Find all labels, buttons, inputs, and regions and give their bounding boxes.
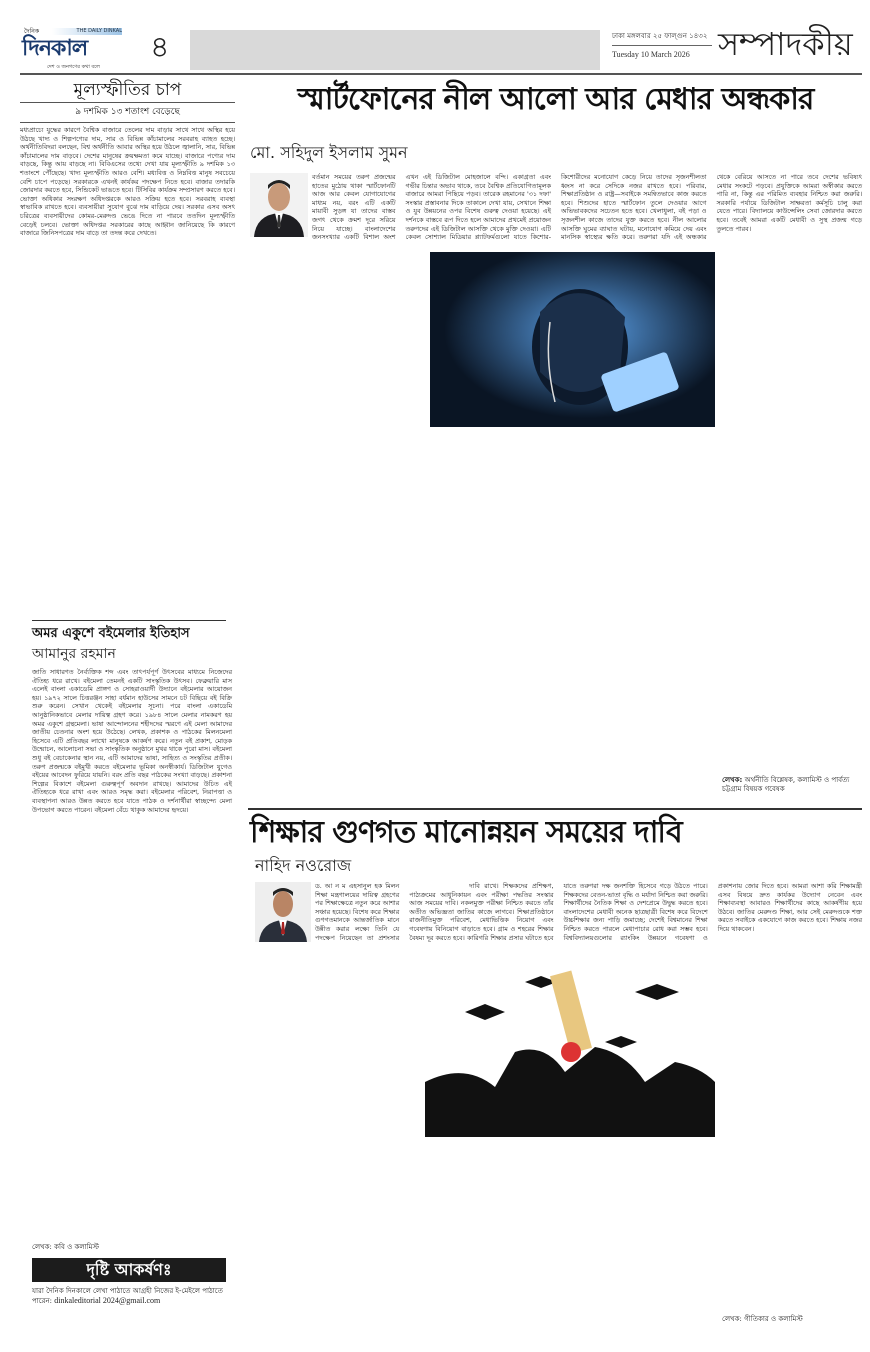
newspaper-logo	[22, 28, 132, 72]
date-bengali: ঢাকা মঙ্গলবার ২৫ ফাল্গুন ১৪৩২	[612, 32, 712, 46]
notice-message: যারা দৈনিক দিনকালে লেখা পাঠাতে আগ্রহী নিজের ই-মেইলে পাঠাতে পারেন:	[32, 1287, 223, 1305]
writer-credit: অর্থনীতি বিশ্লেষক, কলামিস্ট ও পার্বত্য চট্টগ্রাম বিষয়ক গবেষক	[722, 776, 850, 793]
article2-text: ড. আ ন ম এহসানুল হক মিলন শিক্ষা মন্ত্রণালয়ের দায়িত্ব গ্রহণের পর শিক্ষাক্ষেত্রে নতুন করে আশার সঞ্চার হয়েছে। বিশেষ করে শিক্ষার গুণগতমানকে আন্তর্জাতিক মানে উন্নীত করার লক্ষ্যে তিনি যে পদক্ষেপ নিয়েছেন তা প্রশংসার দাবি রাখে। শিক্ষকদের প্রশিক্ষণ, পাঠ্যক্রমের আধুনিকায়ন এবং পরীক্ষা পদ্ধতির সংস্কার আজ সময়ের দাবি। নকলমুক্ত পরীক্ষা নিশ্চিত করতে তাঁর অতীত অভিজ্ঞতা জাতির কাজে লাগবে। শিক্ষাপ্রতিষ্ঠানে রাজনীতিমুক্ত পরিবেশ, মেধাভিত্তিক নিয়োগ এবং গবেষণায় বিনিয়োগ বাড়াতে হবে। গ্রাম ও শহরের শিক্ষার বৈষম্য দূর করতে হবে। কারিগরি শিক্ষার প্রসার ঘটাতে হবে যাতে তরুণরা দক্ষ জনশক্তি হিসেবে গড়ে উঠতে পারে। শিক্ষকদের বেতন-ভাতা বৃদ্ধি ও মর্যাদা নিশ্চিত করা জরুরি। শিক্ষার্থীদের নৈতিক শিক্ষা ও দেশপ্রেমে উদ্বুদ্ধ করতে হবে। বাংলাদেশের মেধাবী অনেক ছাত্রছাত্রী বিশেষ করে বিদেশে উচ্চশিক্ষার জন্য পাড়ি জমাচ্ছে; দেশেই বিশ্বমানের শিক্ষা নিশ্চিত করতে পারলে মেধাপাচার রোধ করা সম্ভব হবে। বিশ্ববিদ্যালয়গুলোর র‍্যাংকিং উন্নয়নে গবেষণা ও প্রকাশনায় জোর দিতে হবে। আমরা আশা করি শিক্ষামন্ত্রী এসব বিষয়ে দ্রুত কার্যকর উদ্যোগ নেবেন এবং শিক্ষাব্যবস্থা আবারও শিক্ষার্থীদের কাছে আকর্ষণীয় হয়ে উঠবে। জাতির মেরুদণ্ড শিক্ষা, আর সেই মেরুদণ্ডকে শক্ত করতে সবাইকে একযোগে কাজ করতে হবে। শিক্ষায় নজর দিয়ে থাকবেন।	[315, 882, 862, 942]
ad-placeholder	[190, 30, 600, 70]
header-divider	[20, 73, 862, 75]
writer-credit: লেখক: কবি ও কলামিস্ট	[32, 1243, 99, 1251]
article2-writer: লেখক: গীতিকার ও কলামিস্ট	[722, 1315, 803, 1323]
page-number: ৪	[150, 30, 170, 65]
article1-author: মো. সহিদুল ইসলাম সুমন	[250, 143, 408, 162]
article1-text: বর্তমান সময়ের তরুণ প্রজন্মের হাতের মুঠোয় থাকা স্মার্টফোনটি আজ আর কেবল যোগাযোগের মাধ্যম নয়, বরং এটি একটি মায়াবী সুড়ঙ্গ যা তাদের বাস্তব জগৎ থেকে ক্রমশ দূরে সরিয়ে নিয়ে যাচ্ছে। বাংলাদেশের জনসংখ্যার একটি বিশাল অংশ এখন এই ডিজিটাল মোহজালে বন্দি। একাগ্রতা এবং গভীর চিন্তার অভাব থাকে, তবে বৈশ্বিক প্রতিযোগিতামূলক বাজারে আমরা পিছিয়ে পড়ব। তারেক রহমানের '৩১ দফা' সংস্কার প্রস্তাবনার দিকে তাকালে দেখা যায়, সেখানে শিক্ষা ও যুব উন্নয়নের ওপর বিশেষ গুরুত্ব দেওয়া হয়েছে। এই দর্শনকে বাস্তবে রূপ দিতে হলে আমাদের প্রথমেই প্রয়োজন তরুণদের এই ডিজিটাল আসক্তি থেকে মুক্তি দেওয়া। এটি কেবল সোশ্যাল মিডিয়ার প্ল্যাটফর্মগুলো যাতে কিশোর-কিশোরীদের মনোযোগ কেড়ে নিয়ে তাদের সৃজনশীলতা ধ্বংস না করে সেদিকে নজর রাখতে হবে। পরিবার, শিক্ষাপ্রতিষ্ঠান ও রাষ্ট্র—সবাইকে সমন্বিতভাবে কাজ করতে হবে। শিশুদের হাতে স্মার্টফোন তুলে দেওয়ার আগে অভিভাবকদের সচেতন হতে হবে। খেলাধুলা, বই পড়া ও সৃজনশীল কাজে তাদের যুক্ত করতে হবে। নীল আলোর আসক্তি ঘুমের ব্যাঘাত ঘটায়, মনোযোগ কমিয়ে দেয় এবং মানসিক স্বাস্থ্যের ক্ষতি করে। তরুণরা যদি এই অন্ধকার থেকে বেরিয়ে আসতে না পারে তবে দেশের ভবিষ্যৎ মেধার সংকটে পড়বে। প্রযুক্তিকে আমরা অস্বীকার করতে পারি না, কিন্তু এর পরিমিত ব্যবহার নিশ্চিত করা জরুরি। সরকারি পর্যায়ে ডিজিটাল সাক্ষরতা কর্মসূচি চালু করা যেতে পারে। বিদ্যালয়ে কাউন্সেলিং সেবা জোরদার করতে হবে। তবেই আমরা একটি মেধাবী ও সুস্থ প্রজন্ম গড়ে তুলতে পারব।	[312, 173, 862, 242]
logo-tagline: দেশ ও জনগণের কথা বলে	[47, 64, 100, 70]
article-divider	[248, 808, 862, 810]
editorial-body: মধ্যপ্রাচ্যে যুদ্ধের কারণে বৈশ্বিক বাজারে তেলের দাম বাড়ার সাথে সাথে অস্থির হয়ে উঠছে খাদ্য ও শিল্পপণ্যের দাম, সার ও বিভিন্ন কাঁচামালের সরবরাহ ব্যাহত হচ্ছে। অর্থনীতিবিদরা বলছেন, বিশ্ব অর্থনীতি আবার অস্থির হয়ে উঠলে জ্বালানি, সার, বিভিন্ন কাঁচামালের দাম বাড়বে। দেশের মানুষের ক্রয়ক্ষমতা কমে যাচ্ছে। বাজারে পণ্যের দাম বাড়ছে, কিন্তু আয় বাড়ছে না। বিবিএসের তথ্যে দেখা যায় মূল্যস্ফীতি ৯ দশমিক ১৩ শতাংশে পৌঁছেছে। খাদ্য মূল্যস্ফীতি আরও বেশি। মধ্যবিত্ত ও নিম্নবিত্ত মানুষ সবচেয়ে বেশি চাপে পড়েছে। সরকারকে এখনই কার্যকর পদক্ষেপ নিতে হবে। বাজার তদারকি জোরদার করতে হবে, সিন্ডিকেট ভাঙতে হবে। টিসিবির কার্যক্রম সম্প্রসারণ করতে হবে। ভোক্তা অধিকার সংরক্ষণ অধিদপ্তরকে আরও সক্রিয় হতে হবে। সরবরাহ ব্যবস্থা স্বাভাবিক রাখতে হবে। ব্যবসায়ীরা সুযোগ বুঝে দাম বাড়িয়ে দেয়। সরকার এসব অসৎ চরিত্রের ব্যবসায়ীদের কোমর-মেরুদণ্ড ভেঙে দিতে না পারবে ততদিন মূল্যস্ফীতি বেড়েই চলবে। ভোক্তা অধিদপ্তর সরকারের কাছে আহ্বান জানিয়েছে কি কারণে বাজারে জিনিসপত্রের দাম বাড়ে তা তদন্ত করে দেখতে।	[20, 126, 235, 238]
article2	[255, 882, 862, 1137]
editorial-subtitle: ৯ দশমিক ১৩ শতাংশ বেড়েছে	[20, 102, 235, 123]
author-photo	[250, 173, 308, 237]
article1-image	[430, 252, 715, 427]
date-block	[612, 32, 712, 60]
logo-prefix: দৈনিক	[24, 28, 40, 35]
section-title: সম্পাদকীয়	[718, 25, 853, 63]
article2-image	[425, 952, 715, 1137]
article2-author: নাহিদ নওরোজ	[255, 856, 352, 875]
author-photo	[255, 882, 311, 942]
editorial-title: মূল্যস্ফীতির চাপ	[73, 80, 182, 100]
notice-text	[32, 1286, 232, 1306]
logo-name: দিনকাল	[22, 36, 88, 61]
article1-body	[250, 173, 862, 242]
date-english: Tuesday 10 March 2026	[612, 50, 690, 59]
article2-body	[255, 882, 862, 942]
article2-headline: শিক্ষার গুণগত মানোন্নয়ন সময়ের দাবি	[250, 815, 682, 850]
writer-label: লেখক:	[722, 776, 743, 784]
divider	[32, 620, 226, 621]
article-author: আমানুর রহমান	[32, 646, 116, 662]
article1	[250, 173, 862, 427]
article1-headline: স্মার্টফোনের নীল আলো আর মেধার অন্ধকার	[297, 82, 814, 117]
article-body: জাতি সাধারণত নৈর্ব্যক্তিক শব্দ এবং তাৎপর্যপূর্ণ উৎসবের মাধ্যমে নিজেদের ঐতিহ্য ধরে রাখে। বইমেলা তেমনই একটি সাংস্কৃতিক উৎসব। ফেব্রুয়ারি মাস এলেই বাংলা একাডেমি প্রাঙ্গণ ও সোহরাওয়ার্দী উদ্যানে বইমেলার আয়োজন হয়। ১৯৭২ সালে চিত্তরঞ্জন সাহা বর্ধমান হাউসের সামনে চট বিছিয়ে বই বিক্রি শুরু করেন। সেখান থেকেই বইমেলার সূচনা। পরে বাংলা একাডেমি আনুষ্ঠানিকভাবে মেলার দায়িত্ব গ্রহণ করে। ১৯৮৪ সালে মেলার নামকরণ হয় অমর একুশে গ্রন্থমেলা। ভাষা আন্দোলনের শহীদদের স্মরণে এই মেলা আমাদের জাতীয় চেতনার অংশ হয়ে উঠেছে। লেখক, প্রকাশক ও পাঠকের মিলনমেলা হিসেবে এটি প্রতিবছর লাখো মানুষকে আকর্ষণ করে। নতুন বই প্রকাশ, মোড়ক উন্মোচন, আলোচনা সভা ও সাংস্কৃতিক অনুষ্ঠানে মুখর থাকে পুরো মাস। বইমেলা শুধু বই বেচাকেনার স্থান নয়, এটি আমাদের ভাষা, সাহিত্য ও সংস্কৃতির প্রতীক। তরুণ প্রজন্মকে বইমুখী করতে বইমেলার ভূমিকা অনস্বীকার্য। ডিজিটাল যুগেও বইয়ের আবেদন ফুরিয়ে যায়নি। বরং প্রতি বছর পাঠকের সংখ্যা বাড়ছে। প্রকাশনা শিল্পের বিকাশে বইমেলা গুরুত্বপূর্ণ অবদান রাখছে। আমাদের উচিত এই ঐতিহ্যকে ধরে রাখা এবং আরও সমৃদ্ধ করা। বইমেলার পরিবেশ, নিরাপত্তা ও ব্যবস্থাপনা আরও উন্নত করতে হবে যাতে পাঠক ও দর্শনার্থীরা স্বাচ্ছন্দ্যে মেলা উপভোগ করতে পারেন। বইমেলা বেঁচে থাকুক আমাদের হৃদয়ে।	[32, 668, 232, 814]
logo-english: THE DAILY DINKAL	[52, 28, 122, 35]
article1-writer	[722, 776, 862, 794]
article-title: অমর একুশে বইমেলার ইতিহাস	[32, 626, 190, 641]
notice-title: দৃষ্টি আকর্ষণঃ	[32, 1258, 226, 1282]
notice-email[interactable]: dinkaleditorial 2024@gmail.com	[54, 1296, 161, 1305]
